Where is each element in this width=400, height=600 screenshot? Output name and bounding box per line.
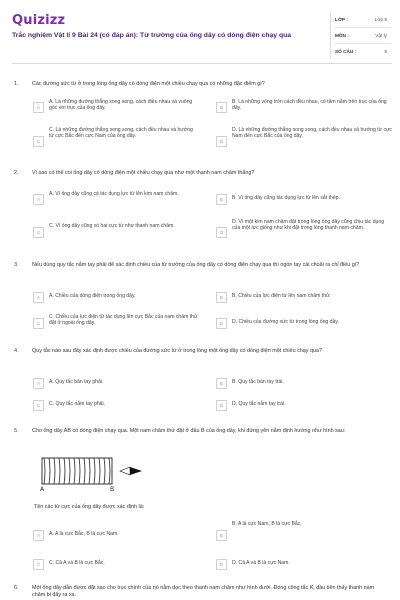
option-letter-box: C [33, 136, 44, 147]
question-text: Các đường sức từ ở trong lòng ống dây có dòng điện một chiều chạy qua có những đặc điểm gì? [32, 81, 265, 87]
meta-class: LỚP : Lớp 9 [335, 17, 387, 22]
option-letter-box: A [33, 530, 44, 541]
question-text: Quy tắc nào sau đây xác định được chiều của đường sức từ ở trong lòng một ống dây có dòng điện một chiều chạy qua? [32, 348, 322, 354]
option-letter-box: B [216, 378, 227, 389]
meta-count: SỐ CÂU : 9 [335, 49, 387, 54]
option-letter-box: B [216, 194, 227, 205]
question-subtext: Tên các từ cực của ống dây được xác định là: [34, 504, 145, 510]
option-letter-box: A [33, 292, 44, 303]
option-letter-box: C [33, 400, 44, 411]
question-text: Vì sao có thể coi ống dây có dòng điện một chiều chạy qua như một thanh nam châm thẳng? [32, 170, 255, 176]
solenoid-figure [34, 454, 194, 492]
option-letter-box: C [33, 318, 44, 329]
option-letter-box: C [33, 559, 44, 570]
page-header [0, 0, 400, 62]
option-letter-box: D [216, 136, 227, 147]
coil-label-b: B [110, 486, 115, 492]
option-letter-box: B [216, 530, 227, 541]
page-title: Trắc nghiệm Vật lí 9 Bài 24 (có đáp án): Từ trường của ống dây có dòng điện chạy qua [12, 32, 292, 39]
question-text: Một ống dây dẫn được đặt sao cho trục chính của nó nằm dọc theo thanh nam châm như hình dưới. Đóng công tắc K, đầu tiên thấy thanh nam châm bị đẩy ra xa. [32, 585, 375, 599]
meta-info-box [330, 12, 391, 58]
quizizz-logo: Quizizz [12, 13, 66, 28]
option-letter-box: A [33, 378, 44, 389]
option-letter-box: B [216, 102, 227, 113]
option-letter-box: D [216, 318, 227, 329]
option-letter-box: D [216, 559, 227, 570]
option-letter-box: C [33, 227, 44, 238]
question-text: Nếu dùng quy tắc nắm tay phải để xác định chiều của từ trường của ống dây có dòng điện chạy qua thì ngón tay cái choãi ra chỉ điều gì? [32, 262, 360, 268]
question-text: Cho ống dây AB có dòng điện chạy qua. Một nam châm thử đặt ở đầu B của ống dây, khi đứng yên nằm định hướng như hình sau: [32, 428, 346, 434]
option-letter-box: A [33, 194, 44, 205]
meta-subject: MÔN : Vật lý [335, 33, 387, 38]
header-divider [12, 63, 392, 64]
coil-label-a: A [40, 486, 45, 492]
option-letter-box: D [216, 400, 227, 411]
option-letter-box: A [33, 102, 44, 113]
option-letter-box: B [216, 292, 227, 303]
option-letter-box: D [216, 227, 227, 238]
